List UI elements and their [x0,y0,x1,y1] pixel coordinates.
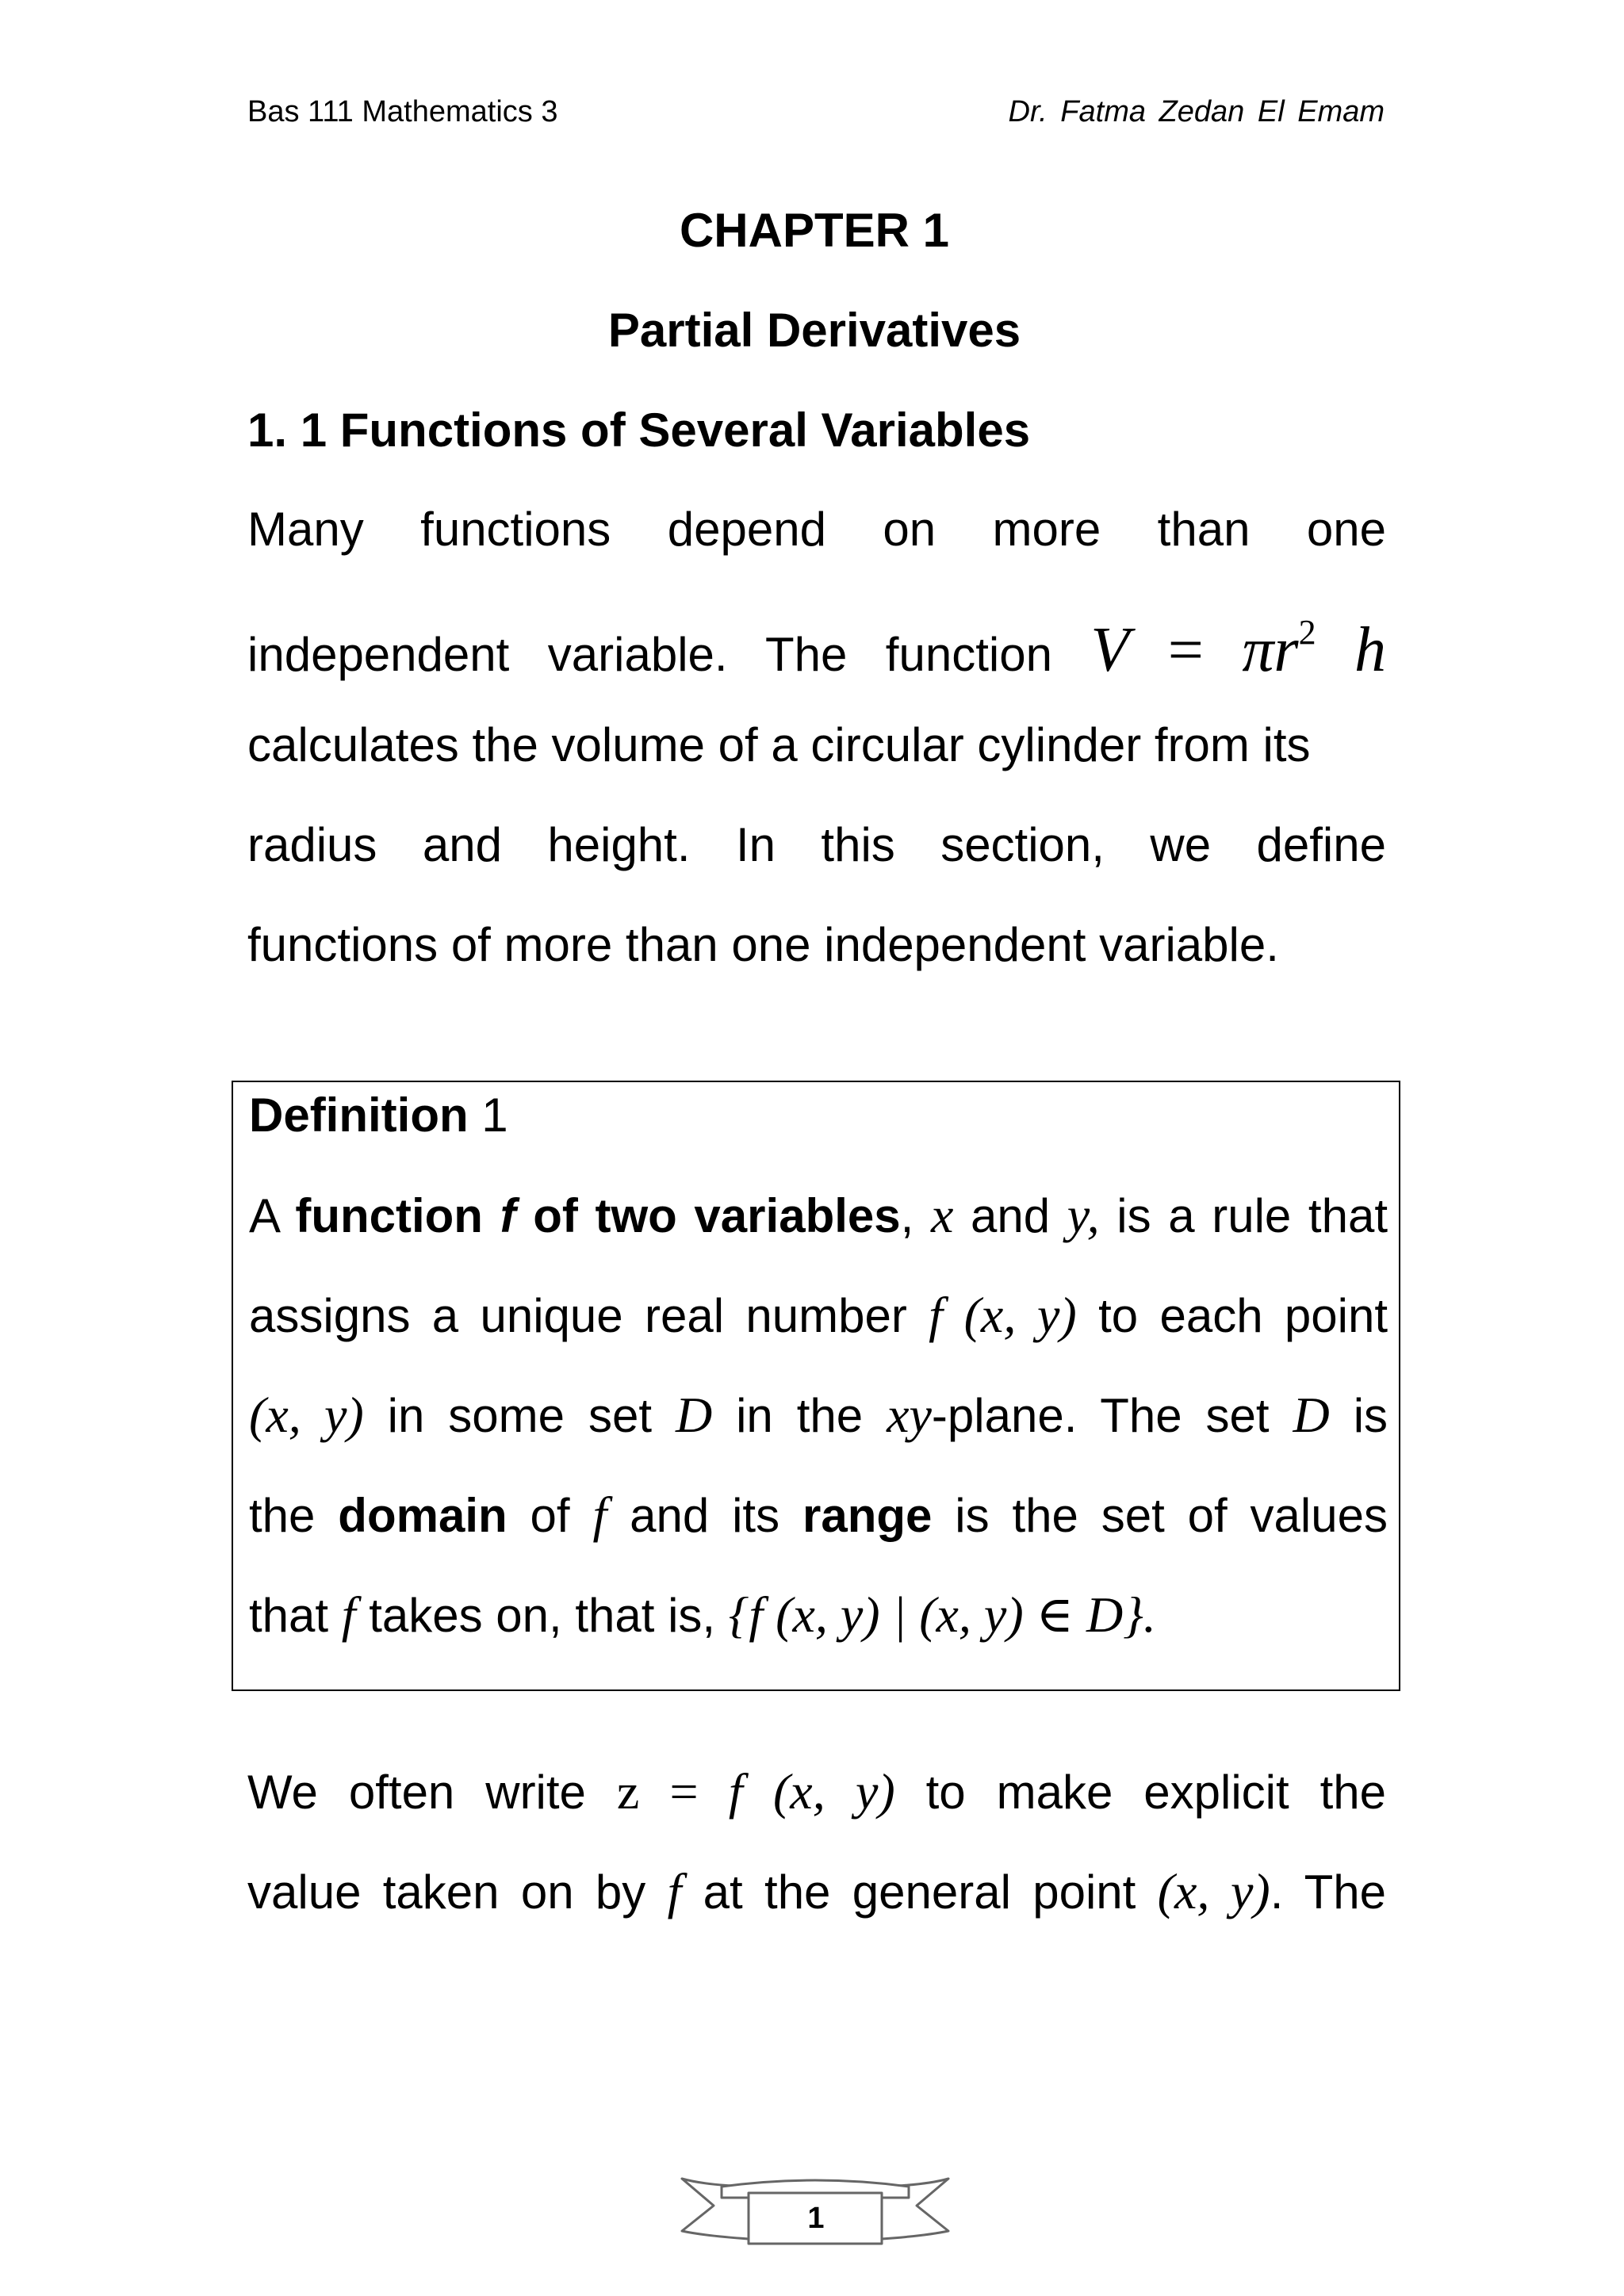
header-course: Bas 111 Mathematics 3 [247,95,558,128]
page-number: 1 [807,2202,825,2235]
definition-line-2: assigns a unique real number f (x, y) to each point [249,1287,1388,1343]
intro-line-1: Many functions depend on more than one [247,503,1386,556]
definition-line-1: A function f of two variables, x and y, is a rule that [249,1187,1388,1243]
definition-box [232,1081,1400,1691]
intro-line-2: independent variable. The function $V = \pi r^2$ h [247,613,1387,685]
definition-line-3: (x, y) in some set D in the xy-plane. The set D is [249,1387,1388,1443]
after-line-2: value taken on by f at the general point (x, y). The [247,1863,1386,1919]
chapter-heading: CHAPTER 1 [679,204,950,257]
range-set-expression: {f (x, y) | (x, y) ∈ D}. [728,1586,1156,1643]
header-author: Dr. Fatma Zedan El Emam [1008,95,1385,128]
definition-label: Definition 1 [249,1089,508,1142]
definition-line-4: the domain of f and its range is the set of values [249,1487,1388,1543]
volume-formula: $V = \pi r^2$ h [1090,613,1387,685]
chapter-title: Partial Derivatives [607,304,1021,357]
definition-line-5: that f takes on, that is, {f (x, y) | (x, y) ∈ D}. [249,1586,1156,1643]
intro-line-5: functions of more than one independent variable. [247,918,1279,971]
section-heading: 1. 1 Functions of Several Variables [247,404,1031,457]
intro-line-4: radius and height. In this section, we define [247,818,1386,871]
intro-line-3: calculates the volume of a circular cylinder from its [247,718,1311,771]
after-line-1: We often write z = f (x, y) to make explicit the [247,1763,1387,1820]
